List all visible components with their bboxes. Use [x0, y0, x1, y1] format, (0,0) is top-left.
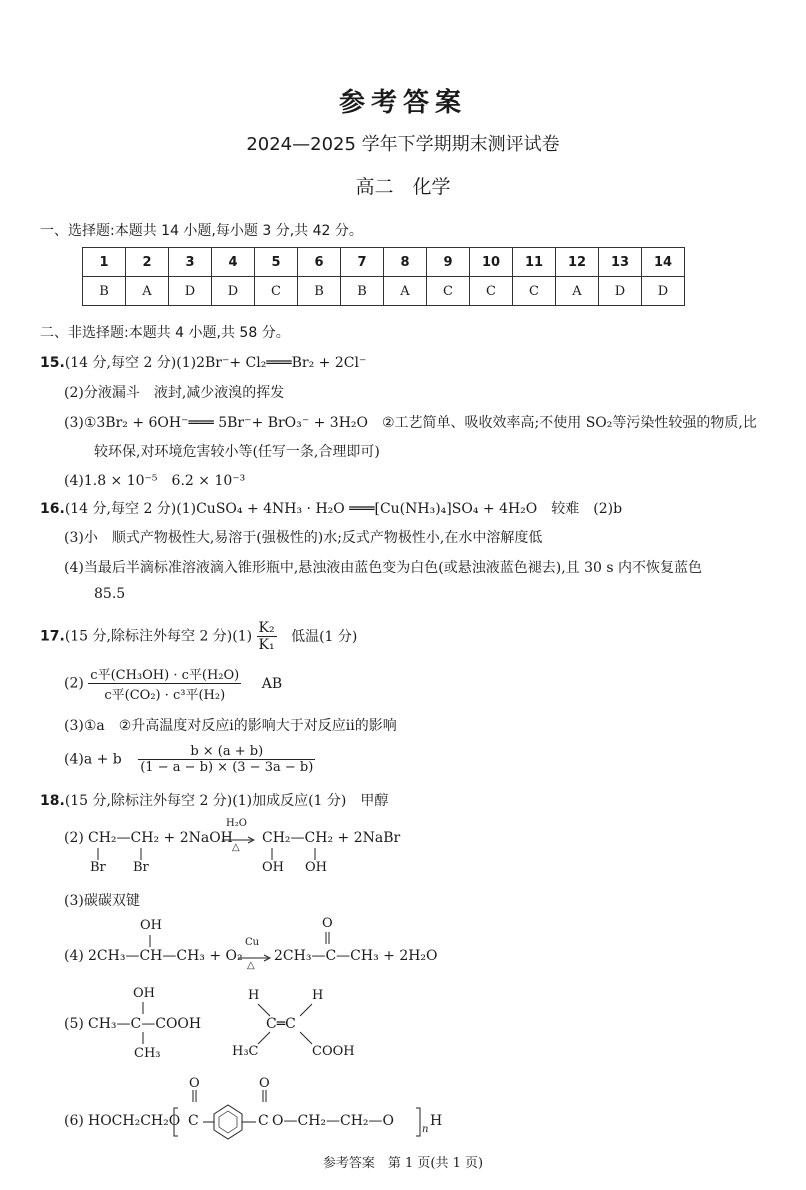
q18-part2-br2: Br	[133, 860, 149, 875]
k-numerator: K₂	[258, 620, 275, 636]
q15-line2: (2)分液漏斗 液封,减少液溴的挥发	[64, 385, 285, 401]
q18-part5-cooh: COOH	[312, 1044, 355, 1059]
answer-cell: D	[169, 277, 212, 306]
q18-part6-tail: O—CH₂—CH₂—O	[272, 1113, 395, 1129]
question-number-cell: 2	[126, 248, 169, 277]
question-number-cell: 10	[470, 248, 513, 277]
q16-line2: (3)小 顺式产物极性大,易溶于(强极性的)水;反式产物极性小,在水中溶解度低	[64, 530, 543, 546]
q18-part4-o: O	[322, 916, 333, 931]
q18-part4-oh: OH	[140, 918, 162, 933]
section1-heading: 一、选择题:本题共 14 小题,每小题 3 分,共 42 分。	[40, 223, 363, 239]
q18-part5-h3c: H₃C	[232, 1044, 259, 1059]
k-denominator: K₁	[258, 637, 275, 653]
q18-part4-label: (4)	[64, 948, 84, 964]
answer-cell: A	[384, 277, 427, 306]
answer-cell: C	[513, 277, 556, 306]
answer-cell: D	[212, 277, 255, 306]
kp-numerator: c平(CH₃OH) · c平(H₂O)	[88, 664, 241, 684]
question-number-cell: 4	[212, 248, 255, 277]
q18-part4-cond-top: Cu	[245, 937, 260, 948]
q17-part2-answer: AB	[261, 675, 283, 692]
question-number-cell: 1	[83, 248, 126, 277]
answer-cell: B	[341, 277, 384, 306]
question-number-cell: 7	[341, 248, 384, 277]
q18-part6-c2: C	[258, 1113, 269, 1129]
q17-number: 17.	[40, 628, 65, 645]
kp-denominator: c平(CO₂) · c³平(H₂)	[104, 688, 226, 703]
q18-part6-o2: O	[259, 1076, 270, 1091]
q18-part5-label: (5)	[64, 1016, 84, 1032]
answer-cell: D	[599, 277, 642, 306]
question-number-cell: 9	[427, 248, 470, 277]
f4-denominator: (1 − a − b) × (3 − 3a − b)	[140, 760, 314, 775]
answer-cell: C	[255, 277, 298, 306]
q18-part5-double-bond: C═C	[266, 1016, 296, 1032]
q18-part2-oh2: OH	[305, 860, 327, 875]
q18-part5-structure1: CH₃—C—COOH	[88, 1016, 202, 1032]
q18-part5-h1: H	[248, 988, 260, 1003]
answer-cell: C	[427, 277, 470, 306]
question-number-cell: 14	[642, 248, 685, 277]
q18-part4-reactant: 2CH₃—CH—CH₃ + O₂	[88, 948, 243, 964]
q18-part2-br1: Br	[90, 860, 106, 875]
grade-subject: 高二 化学	[355, 176, 451, 198]
q18-part4-product: 2CH₃—C—CH₃ + 2H₂O	[274, 948, 438, 964]
page-title: 参考答案	[338, 88, 467, 118]
q18-part6-left: HOCH₂CH₂O	[88, 1113, 181, 1129]
q18-part2-label: (2)	[64, 830, 84, 846]
question-number-cell: 8	[384, 248, 427, 277]
q18-part2-oh1: OH	[262, 860, 284, 875]
q18-part1: (15 分,除标注外每空 2 分)(1)加成反应(1 分) 甲醇	[64, 793, 389, 809]
q17-part4-label: (4)a + b	[64, 751, 122, 768]
q15-line3b: 较环保,对环境危害较小等(任写一条,合理即可)	[94, 444, 380, 460]
q16-line3: (4)当最后半滴标准溶液滴入锥形瓶中,悬浊液由蓝色变为白色(或悬浊液蓝色褪去),且 30 s 内不恢复蓝色	[64, 560, 703, 576]
question-number-cell: 3	[169, 248, 212, 277]
answer-cell: B	[298, 277, 341, 306]
q18-part5-oh: OH	[133, 986, 155, 1001]
q16-line3b: 85.5	[94, 586, 126, 602]
reaction-arrow-icon	[238, 954, 272, 962]
answer-cell: B	[83, 277, 126, 306]
q18-part6-end: H	[430, 1113, 443, 1129]
q18-part5-h2: H	[312, 988, 324, 1003]
answer-cell: C	[470, 277, 513, 306]
exam-subtitle: 2024—2025 学年下学期期末测评试卷	[246, 134, 560, 155]
q18-part6-o1: O	[189, 1076, 200, 1091]
q15-line4: (4)1.8 × 10⁻⁵ 6.2 × 10⁻³	[64, 473, 246, 489]
f4-numerator: b × (a + b)	[138, 744, 315, 760]
q18-part5-ch3: CH₃	[134, 1046, 161, 1061]
q18-part4-cond-bottom: △	[247, 960, 255, 971]
q17-line3: (3)①a ②升高温度对反应ⅰ的影响大于对反应ⅱ的影响	[64, 718, 397, 734]
q18-part6-label: (6)	[64, 1113, 84, 1129]
answer-cell: D	[642, 277, 685, 306]
q16-part1: (14 分,每空 2 分)(1)CuSO₄ + 4NH₃ · H₂O ═══[Cu(NH₃)₄]SO₄ + 4H₂O 较难 (2)b	[64, 501, 623, 517]
question-number-cell: 13	[599, 248, 642, 277]
q17-part1: (15 分,除标注外每空 2 分)(1)	[64, 628, 253, 645]
q18-part2-cond-bottom: △	[232, 842, 240, 853]
q18-part2-cond-top: H₂O	[226, 818, 247, 829]
answer-cell: A	[556, 277, 599, 306]
q17-low-temp: 低温(1 分)	[291, 628, 358, 645]
q15-part1: (14 分,每空 2 分)(1)2Br⁻+ Cl₂═══Br₂ + 2Cl⁻	[64, 355, 367, 371]
q16-number: 16.	[40, 501, 65, 517]
question-number-cell: 5	[255, 248, 298, 277]
question-number-cell: 11	[513, 248, 556, 277]
q18-part2-reactant: CH₂—CH₂ + 2NaOH	[88, 830, 233, 846]
page-footer: 参考答案 第 1 页(共 1 页)	[322, 1156, 484, 1171]
q18-part2-product: CH₂—CH₂ + 2NaBr	[262, 830, 401, 846]
q15-line3: (3)①3Br₂ + 6OH⁻═══ 5Br⁻+ BrO₃⁻ + 3H₂O ②工艺简单、吸收效率高;不使用 SO₂等污染性较强的物质,比	[64, 415, 757, 431]
q17-part2-label: (2)	[64, 675, 84, 692]
q18-part6-n: n	[422, 1124, 429, 1135]
question-number-cell: 12	[556, 248, 599, 277]
q15-number: 15.	[40, 355, 65, 371]
q18-part3: (3)碳碳双键	[64, 893, 140, 909]
section2-heading: 二、非选择题:本题共 4 小题,共 58 分。	[40, 325, 290, 341]
answer-cell: A	[126, 277, 169, 306]
q18-number: 18.	[40, 793, 65, 809]
q18-part6-c1: C	[188, 1113, 199, 1129]
question-number-cell: 6	[298, 248, 341, 277]
